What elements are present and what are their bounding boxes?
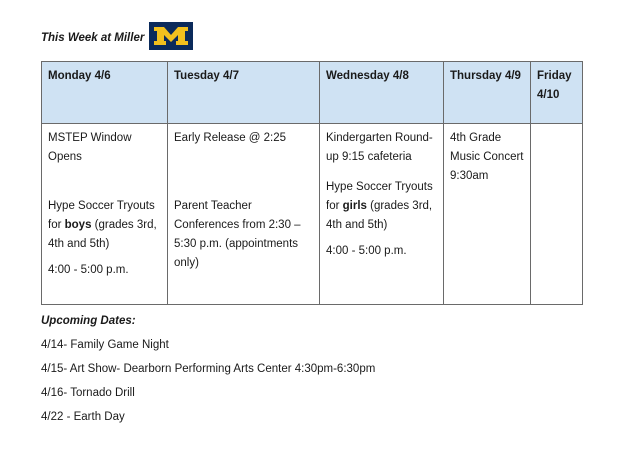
tuesday-event-conferences: Parent Teacher Conferences from 2:30 – 5:30 p.m. (appointments only) xyxy=(174,200,301,269)
day-header-monday: Monday 4/6 xyxy=(42,62,168,124)
monday-event-soccer-grades: (grades 3rd, 4th and 5th) xyxy=(48,219,157,250)
wednesday-event-soccer-text: Hype Soccer Tryouts for xyxy=(326,181,433,212)
wednesday-event-soccer xyxy=(326,178,438,235)
monday-event-soccer-bold: boys xyxy=(64,219,92,231)
day-header-wednesday: Wednesday 4/8 xyxy=(320,62,444,124)
upcoming-dates-list xyxy=(41,338,375,434)
list-item: 4/16- Tornado Drill xyxy=(41,387,135,399)
monday-event-mstep: MSTEP Window Opens xyxy=(48,132,132,163)
day-header-row xyxy=(42,62,583,124)
block-m-logo-icon xyxy=(149,22,193,50)
tuesday-event-early-release: Early Release @ 2:25 xyxy=(174,132,287,144)
friday-cell xyxy=(531,124,583,305)
day-header-friday: Friday 4/10 xyxy=(531,62,583,124)
list-item: 4/22 - Earth Day xyxy=(41,411,125,423)
monday-event-soccer-text: Hype Soccer Tryouts for xyxy=(48,200,155,231)
day-header-thursday: Thursday 4/9 xyxy=(444,62,531,124)
day-header-tuesday: Tuesday 4/7 xyxy=(168,62,320,124)
weekly-schedule-table xyxy=(41,61,583,305)
tuesday-cell xyxy=(168,124,320,305)
wednesday-event-soccer-time: 4:00 - 5:00 p.m. xyxy=(326,245,407,257)
thursday-cell xyxy=(444,124,531,305)
upcoming-dates-heading: Upcoming Dates: xyxy=(41,315,136,327)
wednesday-event-soccer-bold: girls xyxy=(342,200,367,212)
wednesday-cell xyxy=(320,124,444,305)
monday-cell xyxy=(42,124,168,305)
wednesday-event-kindergarten: Kindergarten Round-up 9:15 cafeteria xyxy=(326,132,433,163)
page-title: This Week at Miller xyxy=(41,32,145,44)
monday-event-soccer xyxy=(48,197,162,254)
list-item: 4/15- Art Show- Dearborn Performing Arts Center 4:30pm-6:30pm xyxy=(41,363,376,375)
list-item: 4/14- Family Game Night xyxy=(41,339,169,351)
thursday-event-concert: 4th Grade Music Concert 9:30am xyxy=(450,132,524,182)
wednesday-event-soccer-grades: (grades 3rd, 4th and 5th) xyxy=(326,200,433,231)
monday-event-soccer-time: 4:00 - 5:00 p.m. xyxy=(48,264,129,276)
events-row xyxy=(42,124,583,305)
header xyxy=(41,20,193,50)
